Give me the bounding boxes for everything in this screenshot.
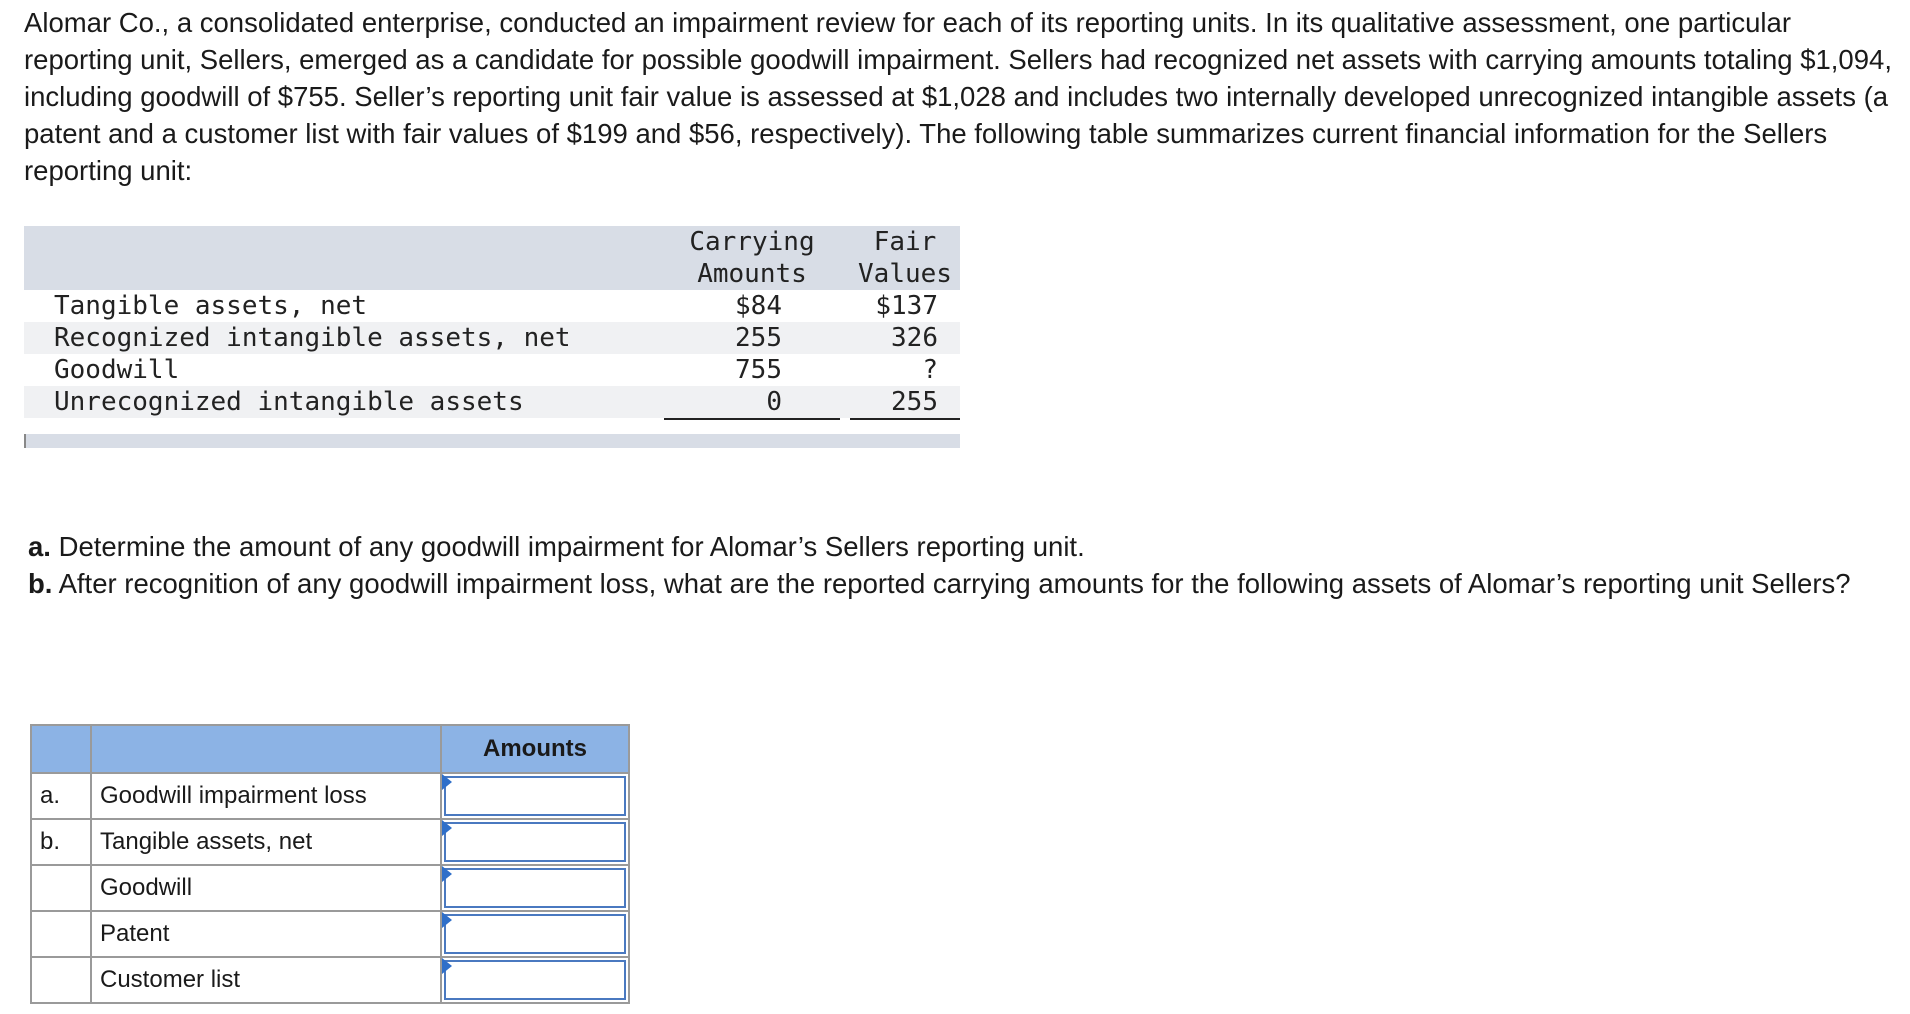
header-line: Carrying (689, 227, 815, 257)
carrying-value: 755 (735, 355, 782, 385)
row-letter: a. (31, 773, 91, 819)
header-line: Values (858, 259, 952, 289)
table-row (24, 290, 960, 322)
questions (28, 528, 1888, 602)
carrying-amounts-header (664, 226, 840, 290)
amount-cell (441, 957, 629, 1003)
customer-list-input[interactable] (444, 960, 626, 1000)
amount-cell (441, 865, 629, 911)
row-letter (31, 911, 91, 957)
goodwill-impairment-loss-input[interactable] (444, 776, 626, 816)
fair-value: $137 (875, 291, 938, 321)
entry-marker-icon (442, 820, 452, 836)
question-text: Determine the amount of any goodwill impairment for Alomar’s Sellers reporting unit. (58, 531, 1085, 562)
row-label: Goodwill (91, 865, 441, 911)
question-b (28, 565, 1888, 602)
fair-value: ? (922, 355, 938, 385)
answer-row (31, 911, 629, 957)
question-text: After recognition of any goodwill impairment loss, what are the reported carrying amounts for the following assets of Alomar’s reporting unit Sellers? (58, 568, 1851, 599)
row-letter: b. (31, 819, 91, 865)
carrying-value: $84 (735, 291, 782, 321)
fair-total-underline (850, 418, 960, 420)
entry-marker-icon (442, 866, 452, 882)
fair-value: 255 (891, 387, 938, 417)
answer-table (30, 724, 630, 1004)
header-blank-cell (91, 725, 441, 773)
row-label: Unrecognized intangible assets (54, 387, 524, 417)
amounts-header: Amounts (441, 725, 629, 773)
row-label: Patent (91, 911, 441, 957)
carrying-total-underline (664, 418, 840, 420)
answer-row (31, 773, 629, 819)
header-line: Amounts (697, 259, 807, 289)
question-letter: a. (28, 531, 51, 562)
table-row (24, 354, 960, 386)
header-line: Fair (873, 227, 937, 257)
header-blank-cell (31, 725, 91, 773)
carrying-value: 0 (766, 387, 782, 417)
financial-info-table (24, 226, 960, 448)
row-label: Tangible assets, net (91, 819, 441, 865)
carrying-value: 255 (735, 323, 782, 353)
row-label: Customer list (91, 957, 441, 1003)
table-footer-band (24, 434, 960, 448)
amount-cell (441, 819, 629, 865)
question-letter: b. (28, 568, 53, 599)
row-letter (31, 865, 91, 911)
tangible-assets-input[interactable] (444, 822, 626, 862)
fair-values-header (850, 226, 960, 290)
table-row (24, 386, 960, 418)
row-label: Goodwill (54, 355, 180, 385)
row-label: Recognized intangible assets, net (54, 323, 571, 353)
entry-marker-icon (442, 958, 452, 974)
answer-row (31, 819, 629, 865)
row-letter (31, 957, 91, 1003)
row-label: Tangible assets, net (54, 291, 368, 321)
amount-cell (441, 911, 629, 957)
goodwill-input[interactable] (444, 868, 626, 908)
answer-row (31, 957, 629, 1003)
problem-intro-text: Alomar Co., a consolidated enterprise, conducted an impairment review for each of its reporting units. In its qualitative assessment, one particular reporting unit, Sellers, emerged as a candidate for possible goodwill impairment. Sellers had recognized net assets with carrying amounts totaling $1,094, including goodwill of $755. Seller’s reporting unit fair value is assessed at $1,028 and includes two internally developed unrecognized intangible assets (a patent and a customer list with fair values of $199 and $56, respectively). The following table summarizes current financial information for the Sellers reporting unit: (24, 7, 1892, 186)
question-a (28, 528, 1888, 565)
entry-marker-icon (442, 774, 452, 790)
entry-marker-icon (442, 912, 452, 928)
patent-input[interactable] (444, 914, 626, 954)
fair-value: 326 (891, 323, 938, 353)
table-row (24, 322, 960, 354)
answer-header-row (31, 725, 629, 773)
amount-cell (441, 773, 629, 819)
row-label: Goodwill impairment loss (91, 773, 441, 819)
answer-row (31, 865, 629, 911)
